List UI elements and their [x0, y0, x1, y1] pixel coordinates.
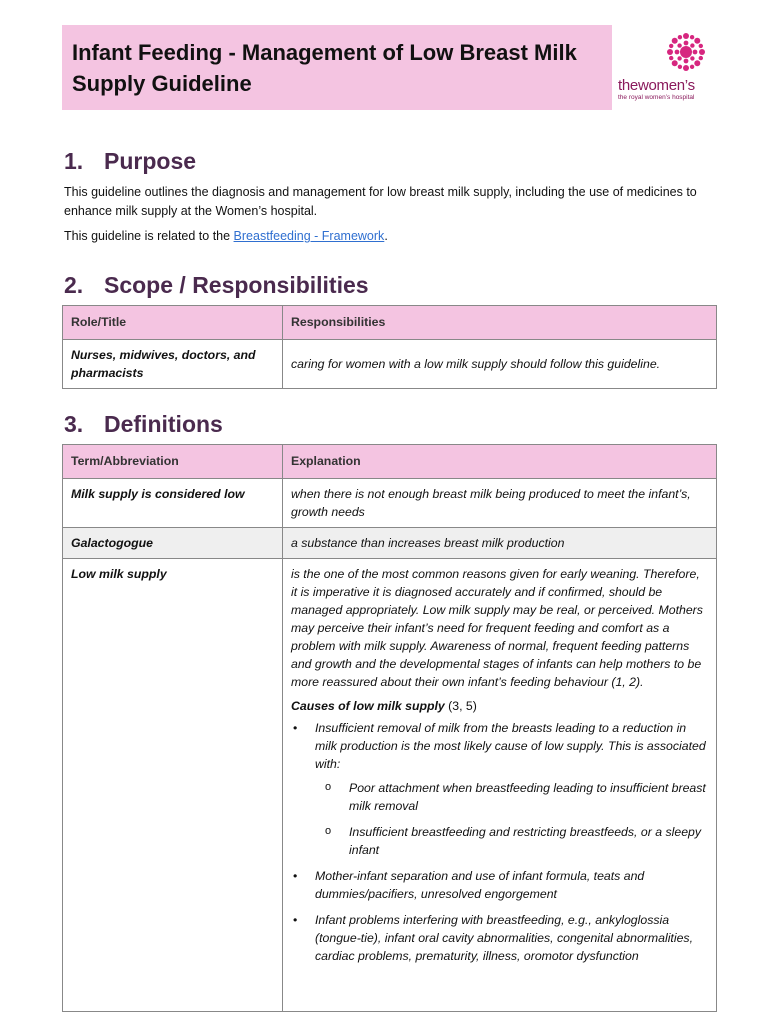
scope-heading [64, 272, 369, 299]
section-title: Definitions [104, 411, 223, 437]
causes-heading [291, 697, 708, 715]
breastfeeding-framework-link[interactable]: Breastfeeding - Framework [233, 229, 385, 243]
sub-list-item: o Insufficient breastfeeding and restricting breastfeeds, or a sleepy infant [349, 823, 708, 859]
column-header: Responsibilities [283, 306, 717, 340]
table-row [63, 479, 717, 528]
explanation-cell [283, 559, 717, 1012]
list-item-text: Insufficient removal of milk from the breasts leading to a reduction in milk production is the most likely cause of low supply. This is associated with: [315, 721, 706, 771]
term-cell: Galactogogue [63, 528, 283, 559]
column-header: Explanation [283, 445, 717, 479]
logo-brand-text: thewomen’s [618, 77, 695, 94]
table-header-row [63, 445, 717, 479]
related-suffix: . [384, 229, 388, 243]
definitions-table [62, 444, 717, 1012]
list-item: • Mother-infant separation and use of infant formula, teats and dummies/pacifiers, unresolved engorgement [315, 867, 708, 903]
list-item [315, 719, 708, 859]
logo-sub-text: the royal women’s hospital [618, 94, 695, 101]
section-number: 1. [64, 148, 84, 174]
table-row [63, 340, 717, 389]
definitions-heading [64, 411, 223, 438]
section-number: 2. [64, 272, 84, 298]
explanation-text: is the one of the most common reasons given for early weaning. Therefore, it is imperative it is diagnosed accurately and if confirmed, should be managed appropriately. Low milk supply may be real, or perceived. Mothers may perceive their infant’s need for frequent feeding and comfort as a problem with milk supply. Awareness of normal, frequent feeding patterns and growth and the developmental stages of infants can help mothers to be more reassured about their own infant’s feeding behaviour (1, 2). [291, 567, 703, 689]
column-header: Term/Abbreviation [63, 445, 283, 479]
related-text [64, 227, 714, 246]
scope-table [62, 305, 717, 389]
list-item: • Infant problems interfering with breastfeeding, e.g., ankyloglossia (tongue-tie), infant oral cavity abnormalities, congenital abnormalities, cardiac problems, prematurity, illness, oromotor dysfunction [315, 911, 708, 965]
document-title: Infant Feeding - Management of Low Breast Milk Supply Guideline [72, 40, 577, 96]
flower-logo-icon [664, 30, 708, 74]
hospital-logo [616, 30, 726, 110]
sub-list [315, 779, 708, 859]
term-cell: Low milk supply [63, 559, 283, 1012]
title-banner [62, 25, 612, 110]
causes-list [291, 719, 708, 965]
explanation-cell: when there is not enough breast milk being produced to meet the infant’s, growth needs [283, 479, 717, 528]
role-cell: Nurses, midwives, doctors, and pharmacists [63, 340, 283, 389]
column-header: Role/Title [63, 306, 283, 340]
sub-list-item: o Poor attachment when breastfeeding leading to insufficient breast milk removal [349, 779, 708, 815]
causes-label: Causes of low milk supply [291, 699, 445, 713]
purpose-heading [64, 148, 196, 175]
related-prefix: This guideline is related to the [64, 229, 234, 243]
purpose-text: This guideline outlines the diagnosis and management for low breast milk supply, including the use of medicines to enhance milk supply at the Women’s hospital. [64, 185, 697, 218]
responsibility-cell: caring for women with a low milk supply should follow this guideline. [283, 340, 717, 389]
section-number: 3. [64, 411, 84, 437]
table-header-row [63, 306, 717, 340]
section-title: Purpose [104, 148, 197, 174]
table-row [63, 559, 717, 1012]
term-cell: Milk supply is considered low [63, 479, 283, 528]
section-title: Scope / Responsibilities [104, 272, 369, 298]
table-row [63, 528, 717, 559]
explanation-cell: a substance than increases breast milk production [283, 528, 717, 559]
causes-refs: (3, 5) [444, 699, 477, 713]
